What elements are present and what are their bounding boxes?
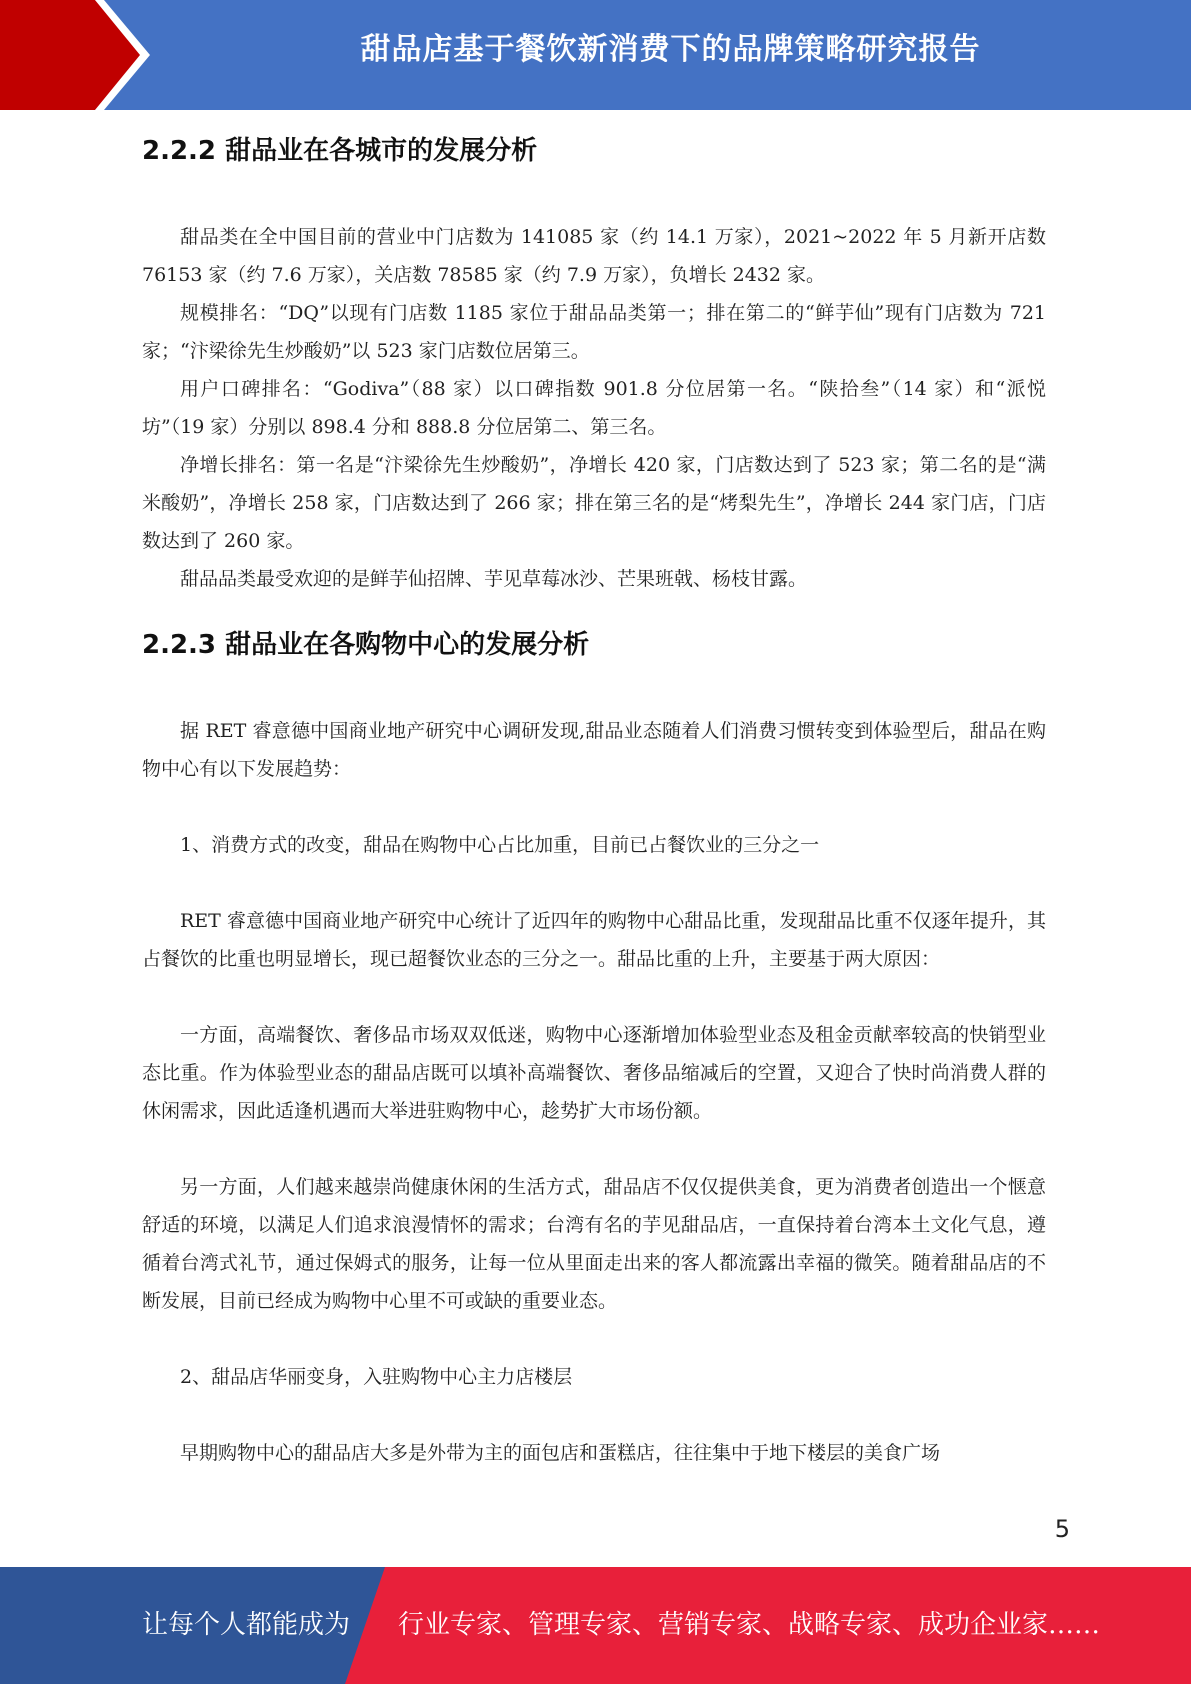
paragraph: 一方面，高端餐饮、奢侈品市场双双低迷，购物中心逐渐增加体验型业态及租金贡献率较高的快销型业态比重。作为体验型业态的甜品店既可以填补高端餐饮、奢侈品缩减后的空置，又迎合了快时尚消费人群的休闲需求，因此适逢机遇而大举进驻购物中心，趁势扩大市场份额。: [142, 1024, 1046, 1122]
header-arrow-decoration: [0, 0, 150, 110]
subheading-trend-1: 1、消费方式的改变，甜品在购物中心占比加重，目前已占餐饮业的三分之一: [180, 834, 820, 856]
section-heading: 2.2.2 甜品业在各城市的发展分析: [142, 136, 538, 166]
section-2-2-2: [142, 128, 1046, 598]
paragraph: RET 睿意德中国商业地产研究中心统计了近四年的购物中心甜品比重，发现甜品比重不仅逐年提升，其占餐饮的比重也明显增长，现已超餐饮业态的三分之一。甜品比重的上升，主要基于两大原因：: [142, 910, 1046, 970]
paragraph: 净增长排名：第一名是“汴梁徐先生炒酸奶”，净增长 420 家，门店数达到了 523 家；第二名的是“满米酸奶”，净增长 258 家，门店数达到了 266 家；排在第三名的是“烤梨先生”，净增长 244 家门店，门店数达到了 260 家。: [142, 454, 1046, 552]
section-heading: 2.2.3 甜品业在各购物中心的发展分析: [142, 630, 590, 660]
report-title: 甜品店基于餐饮新消费下的品牌策略研究报告: [360, 32, 981, 67]
footer-slogan-right: 行业专家、管理专家、营销专家、战略专家、成功企业家……: [398, 1610, 1101, 1640]
paragraph: 甜品品类最受欢迎的是鲜芋仙招牌、芋见草莓冰沙、芒果班戟、杨枝甘露。: [180, 568, 808, 590]
section-2-2-3: [142, 622, 1046, 1472]
page-number: 5: [1054, 1515, 1070, 1543]
paragraph: 据 RET 睿意德中国商业地产研究中心调研发现,甜品业态随着人们消费习惯转变到体验型后，甜品在购物中心有以下发展趋势：: [142, 720, 1046, 780]
paragraph: 早期购物中心的甜品店大多是外带为主的面包店和蛋糕店，往往集中于地下楼层的美食广场: [180, 1442, 941, 1464]
paragraph: 另一方面，人们越来越崇尚健康休闲的生活方式，甜品店不仅仅提供美食，更为消费者创造出一个惬意舒适的环境，以满足人们追求浪漫情怀的需求；台湾有名的芋见甜品店，一直保持着台湾本土文化气息，遵循着台湾式礼节，通过保姆式的服务，让每一位从里面走出来的客人都流露出幸福的微笑。随着甜品店的不断发展，目前已经成为购物中心里不可或缺的重要业态。: [142, 1176, 1046, 1312]
footer-slogan-left: 让每个人都能成为: [142, 1610, 351, 1640]
paragraph: 规模排名：“DQ”以现有门店数 1185 家位于甜品品类第一；排在第二的“鲜芋仙”现有门店数为 721 家；“汴梁徐先生炒酸奶”以 523 家门店数位居第三。: [142, 302, 1046, 362]
paragraph: 甜品类在全中国目前的营业中门店数为 141085 家（约 14.1 万家），2021~2022 年 5 月新开店数 76153 家（约 7.6 万家），关店数 78585 家（约 7.9 万家），负增长 2432 家。: [142, 226, 1046, 286]
footer-band: [0, 1567, 1191, 1684]
subheading-trend-2: 2、甜品店华丽变身，入驻购物中心主力店楼层: [180, 1366, 573, 1388]
header-band: [0, 0, 1191, 110]
paragraph: 用户口碑排名：“Godiva”（88 家）以口碑指数 901.8 分位居第一名。“陕拾叁”（14 家）和“派悦坊”（19 家）分别以 898.4 分和 888.8 分位居第二、第三名。: [142, 378, 1046, 438]
